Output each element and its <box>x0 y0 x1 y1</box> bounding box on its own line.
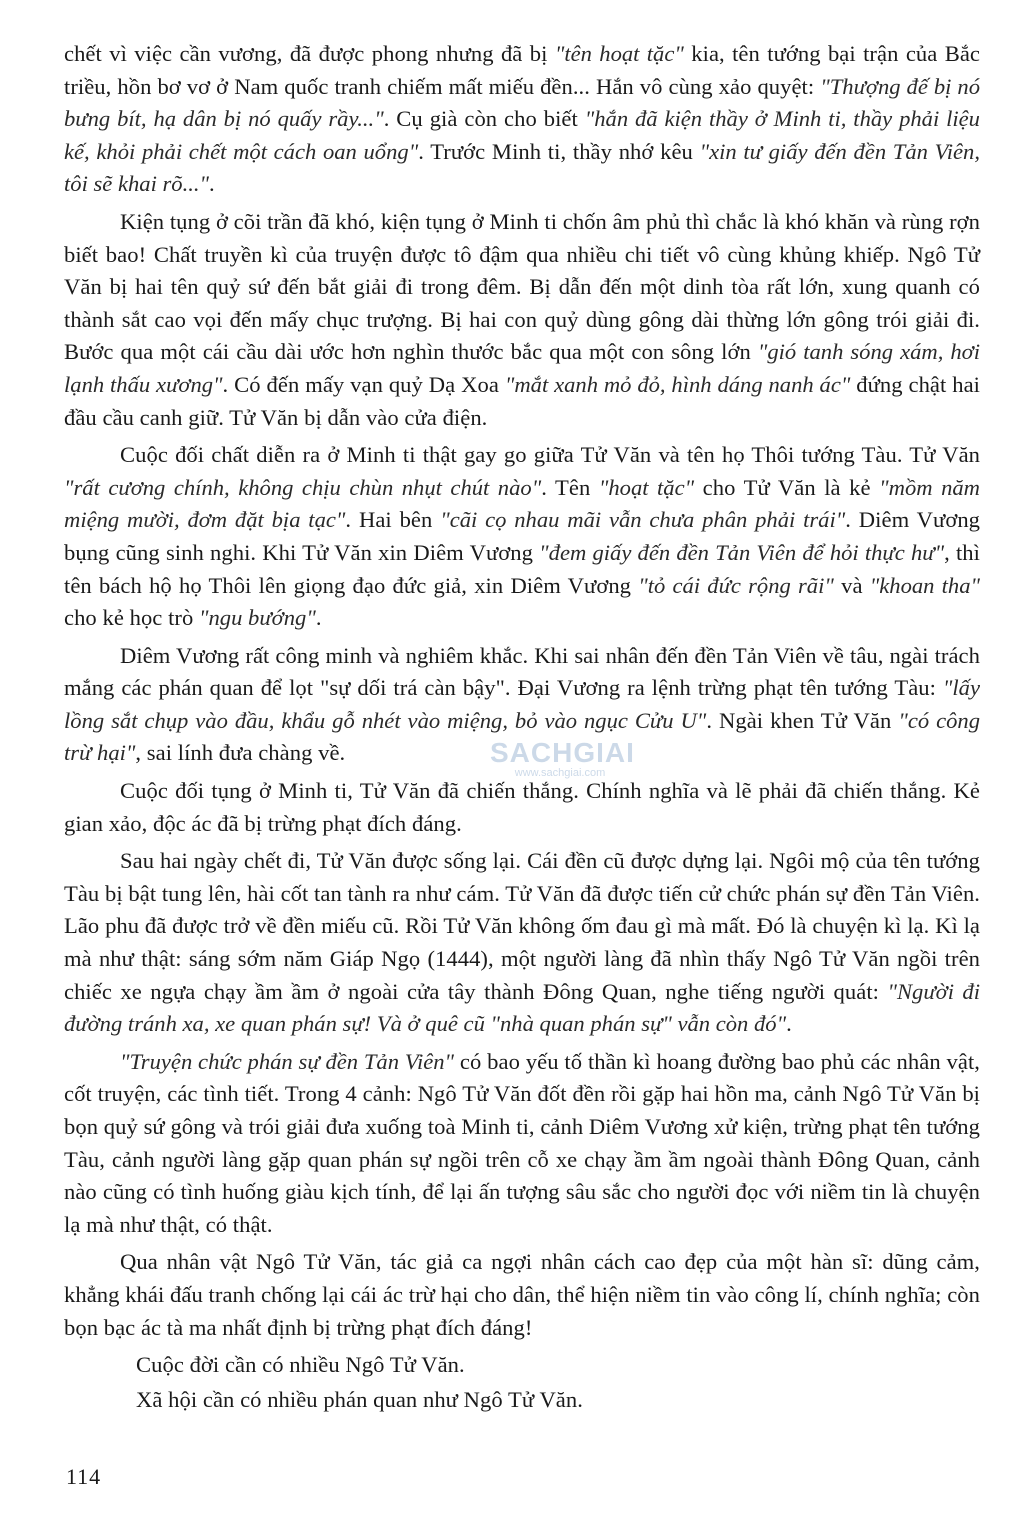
text-run: Qua nhân vật Ngô Tử Văn, tác giả ca ngợi nhân cách cao đẹp của một hàn sĩ: dũng cảm, khẳng khái đấu tranh chống lại cái ác trừ hại cho dân, thể hiện niềm tin vào công lí, chính nghĩa; còn bọn bạc ác tà ma nhất định bị trừng phạt đích đáng! <box>64 1249 980 1340</box>
text-run: . Cụ già còn cho biết <box>383 106 585 132</box>
text-run: . Trước Minh ti, thầy nhớ kêu <box>418 138 700 164</box>
document-page <box>64 38 980 1458</box>
paragraph <box>64 775 980 840</box>
text-run: cho kẻ học trò <box>64 605 200 631</box>
paragraph <box>64 1046 980 1242</box>
quoted-phrase: "hoạt tặc" <box>598 474 695 500</box>
watermark-logo: SACHGIAI <box>490 737 635 768</box>
body-text <box>64 38 980 1416</box>
quoted-phrase: "lấy lồng sắt chụp vào đầu, khẩu gỗ nhét vào miệng, bỏ vào ngục Cửu U" <box>64 675 980 733</box>
quoted-phrase: "Thượng đế bị nó bưng bít, hạ dân bị nó quấy rầy..." <box>64 73 980 132</box>
text-run: và <box>833 572 870 598</box>
paragraph <box>64 845 980 1041</box>
paragraph <box>64 206 980 434</box>
quoted-phrase: "khoan tha" <box>869 572 980 598</box>
quoted-phrase: "đem giấy đến đền Tản Viên để hỏi thực hư" <box>539 539 945 565</box>
closing-line <box>64 1349 980 1382</box>
text-run: cho Tử Văn là kẻ <box>694 474 880 500</box>
text-run: Xã hội cần có nhiều phán quan như Ngô Tử Văn. <box>136 1386 583 1412</box>
paragraph <box>64 640 980 770</box>
text-run: . <box>315 605 322 631</box>
text-run: Kiện tụng ở cõi trần đã khó, kiện tụng ở Minh ti chốn âm phủ thì chắc là khó khăn và rùng rợn biết bao! Chất truyền kì của truyện được tô đậm qua nhiều chi tiết vô cùng khủng khiếp. Ngô Tử Văn bị hai tên quỷ sứ đến bắt giải đi trong đêm. Bị dẫn đến một dinh tòa rất lớn, xung quanh có thành sắt cao vọi đến mấy chục trượng. Bị hai con quỷ dùng gông dài thừng lớn gông trói giải đi. Bước qua một cái cầu dài ước hơn nghìn thước bắc qua một con sông lớn <box>64 208 980 365</box>
quoted-phrase: "cãi cọ nhau mãi vẫn chưa phân phải trái" <box>440 507 846 533</box>
paragraph <box>64 1246 980 1344</box>
quoted-phrase: "Truyện chức phán sự đền Tản Viên" <box>120 1048 455 1074</box>
text-run: Diêm Vương rất công minh và nghiêm khắc. Khi sai nhân đến đền Tản Viên về tâu, ngài trách mắng các phán quan để lọt "sự dối trá càn bậy". Đại Vương ra lệnh trừng phạt tên tướng Tàu: <box>64 642 980 701</box>
text-run: . <box>209 171 215 197</box>
quoted-phrase: "hắn đã kiện thầy ở Minh ti, thầy phải liệu kế, khỏi phải chết một cách oan uổng" <box>64 106 980 164</box>
text-run: có bao yếu tố thần kì hoang đường bao phủ các nhân vật, cốt truyện, các tình tiết. Trong 4 cảnh: Ngô Tử Văn đốt đền rồi gặp hai hồn ma, cảnh Ngô Tử Văn bị bọn quỷ sứ gông và trói giải đưa xuống toà Minh ti, cảnh Diêm Vương xử kiện, trừng phạt tên tướng Tàu, cảnh người làng gặp quan phán sự ngồi trên cỗ xe chạy ầm ầm ngoài thành Đông Quan, cảnh nào cũng có tình huống giàu kịch tính, để lại ấn tượng sâu sắc cho người đọc với niềm tin là chuyện lạ mà như thật, có thật. <box>64 1048 980 1237</box>
closing-line <box>64 1384 980 1417</box>
quoted-phrase: "ngu bướng" <box>199 605 316 631</box>
quoted-phrase: "gió tanh sóng xám, hơi lạnh thấu xương" <box>64 339 980 397</box>
quoted-phrase: "Người đi đường tránh xa, xe quan phán sự! Và ở quê cũ "nhà quan phán sự" vẫn còn đó" <box>64 978 980 1037</box>
quoted-phrase: "mồm năm miệng mười, đơm đặt bịa tạc" <box>64 474 980 533</box>
quoted-phrase: "xin tư giấy đến đền Tản Viên, tôi sẽ khai rõ..." <box>64 138 980 197</box>
text-run: Cuộc đối chất diễn ra ở Minh ti thật gay go giữa Tử Văn và tên họ Thôi tướng Tàu. Tử Văn <box>120 442 980 468</box>
paragraph <box>64 38 980 201</box>
text-run: Cuộc đời cần có nhiều Ngô Tử Văn. <box>136 1352 465 1378</box>
quoted-phrase: "có công trừ hại" <box>64 707 980 766</box>
paragraph <box>64 439 980 635</box>
text-run: đứng chật hai đầu cầu canh giữ. Tử Văn bị dẫn vào cửa điện. <box>64 371 980 430</box>
text-run: . Diêm Vương bụng cũng sinh nghi. Khi Tử Văn xin Diêm Vương <box>64 507 981 565</box>
text-run: Cuộc đối tụng ở Minh ti, Tử Văn đã chiến thắng. Chính nghĩa và lẽ phải đã chiến thắng. Kẻ gian xảo, độc ác đã bị trừng phạt đích đáng. <box>64 778 980 836</box>
text-run: . Ngài khen Tử Văn <box>706 707 899 733</box>
text-run: . Tên <box>541 474 599 500</box>
text-run: , thì tên bách hộ họ Thôi lên giọng đạo đức giả, xin Diêm Vương <box>64 539 980 598</box>
text-run: . Hai bên <box>345 507 441 533</box>
quoted-phrase: "tên hoạt tặc" <box>554 41 684 66</box>
page-number: 114 <box>66 1464 102 1489</box>
text-run: . <box>786 1011 792 1037</box>
quoted-phrase: "tỏ cái đức rộng rãi" <box>638 572 834 598</box>
text-run: Sau hai ngày chết đi, Tử Văn được sống lại. Cái đền cũ được dựng lại. Ngôi mộ của tên tướng Tàu bị bật tung lên, hài cốt tan tành ra như cám. Tử Văn đã được tiến cử chức phán sự đền Tản Viên. Lão phu đã được trở về đền miếu cũ. Rồi Tử Văn không ốm đau gì mà mất. Đó là chuyện kì lạ. Kì lạ mà như thật: sáng sớm năm Giáp Ngọ (1444), một người làng đã nhìn thấy Ngô Tử Văn ngồi trên chiếc xe ngựa chạy ầm ầm ở ngoài cửa tây thành Đông Quan, nghe tiếng người quát: <box>64 848 980 1004</box>
text-run: kia, tên tướng bại trận của Bắc triều, hồn bơ vơ ở Nam quốc tranh chiếm mất miếu đền... Hắn vô cùng xảo quyệt: <box>64 41 980 99</box>
text-run: , sai lính đưa chàng về. <box>135 740 346 766</box>
watermark-url: www.sachgiai.com <box>514 767 606 779</box>
text-run: chết vì việc cần vương, đã được phong nhưng đã bị <box>64 41 555 66</box>
text-run: . Có đến mấy vạn quỷ Dạ Xoa <box>222 371 505 397</box>
quoted-phrase: "mắt xanh mỏ đỏ, hình dáng nanh ác" <box>504 371 851 397</box>
quoted-phrase: "rất cương chính, không chịu chùn nhụt chút nào" <box>64 474 542 500</box>
